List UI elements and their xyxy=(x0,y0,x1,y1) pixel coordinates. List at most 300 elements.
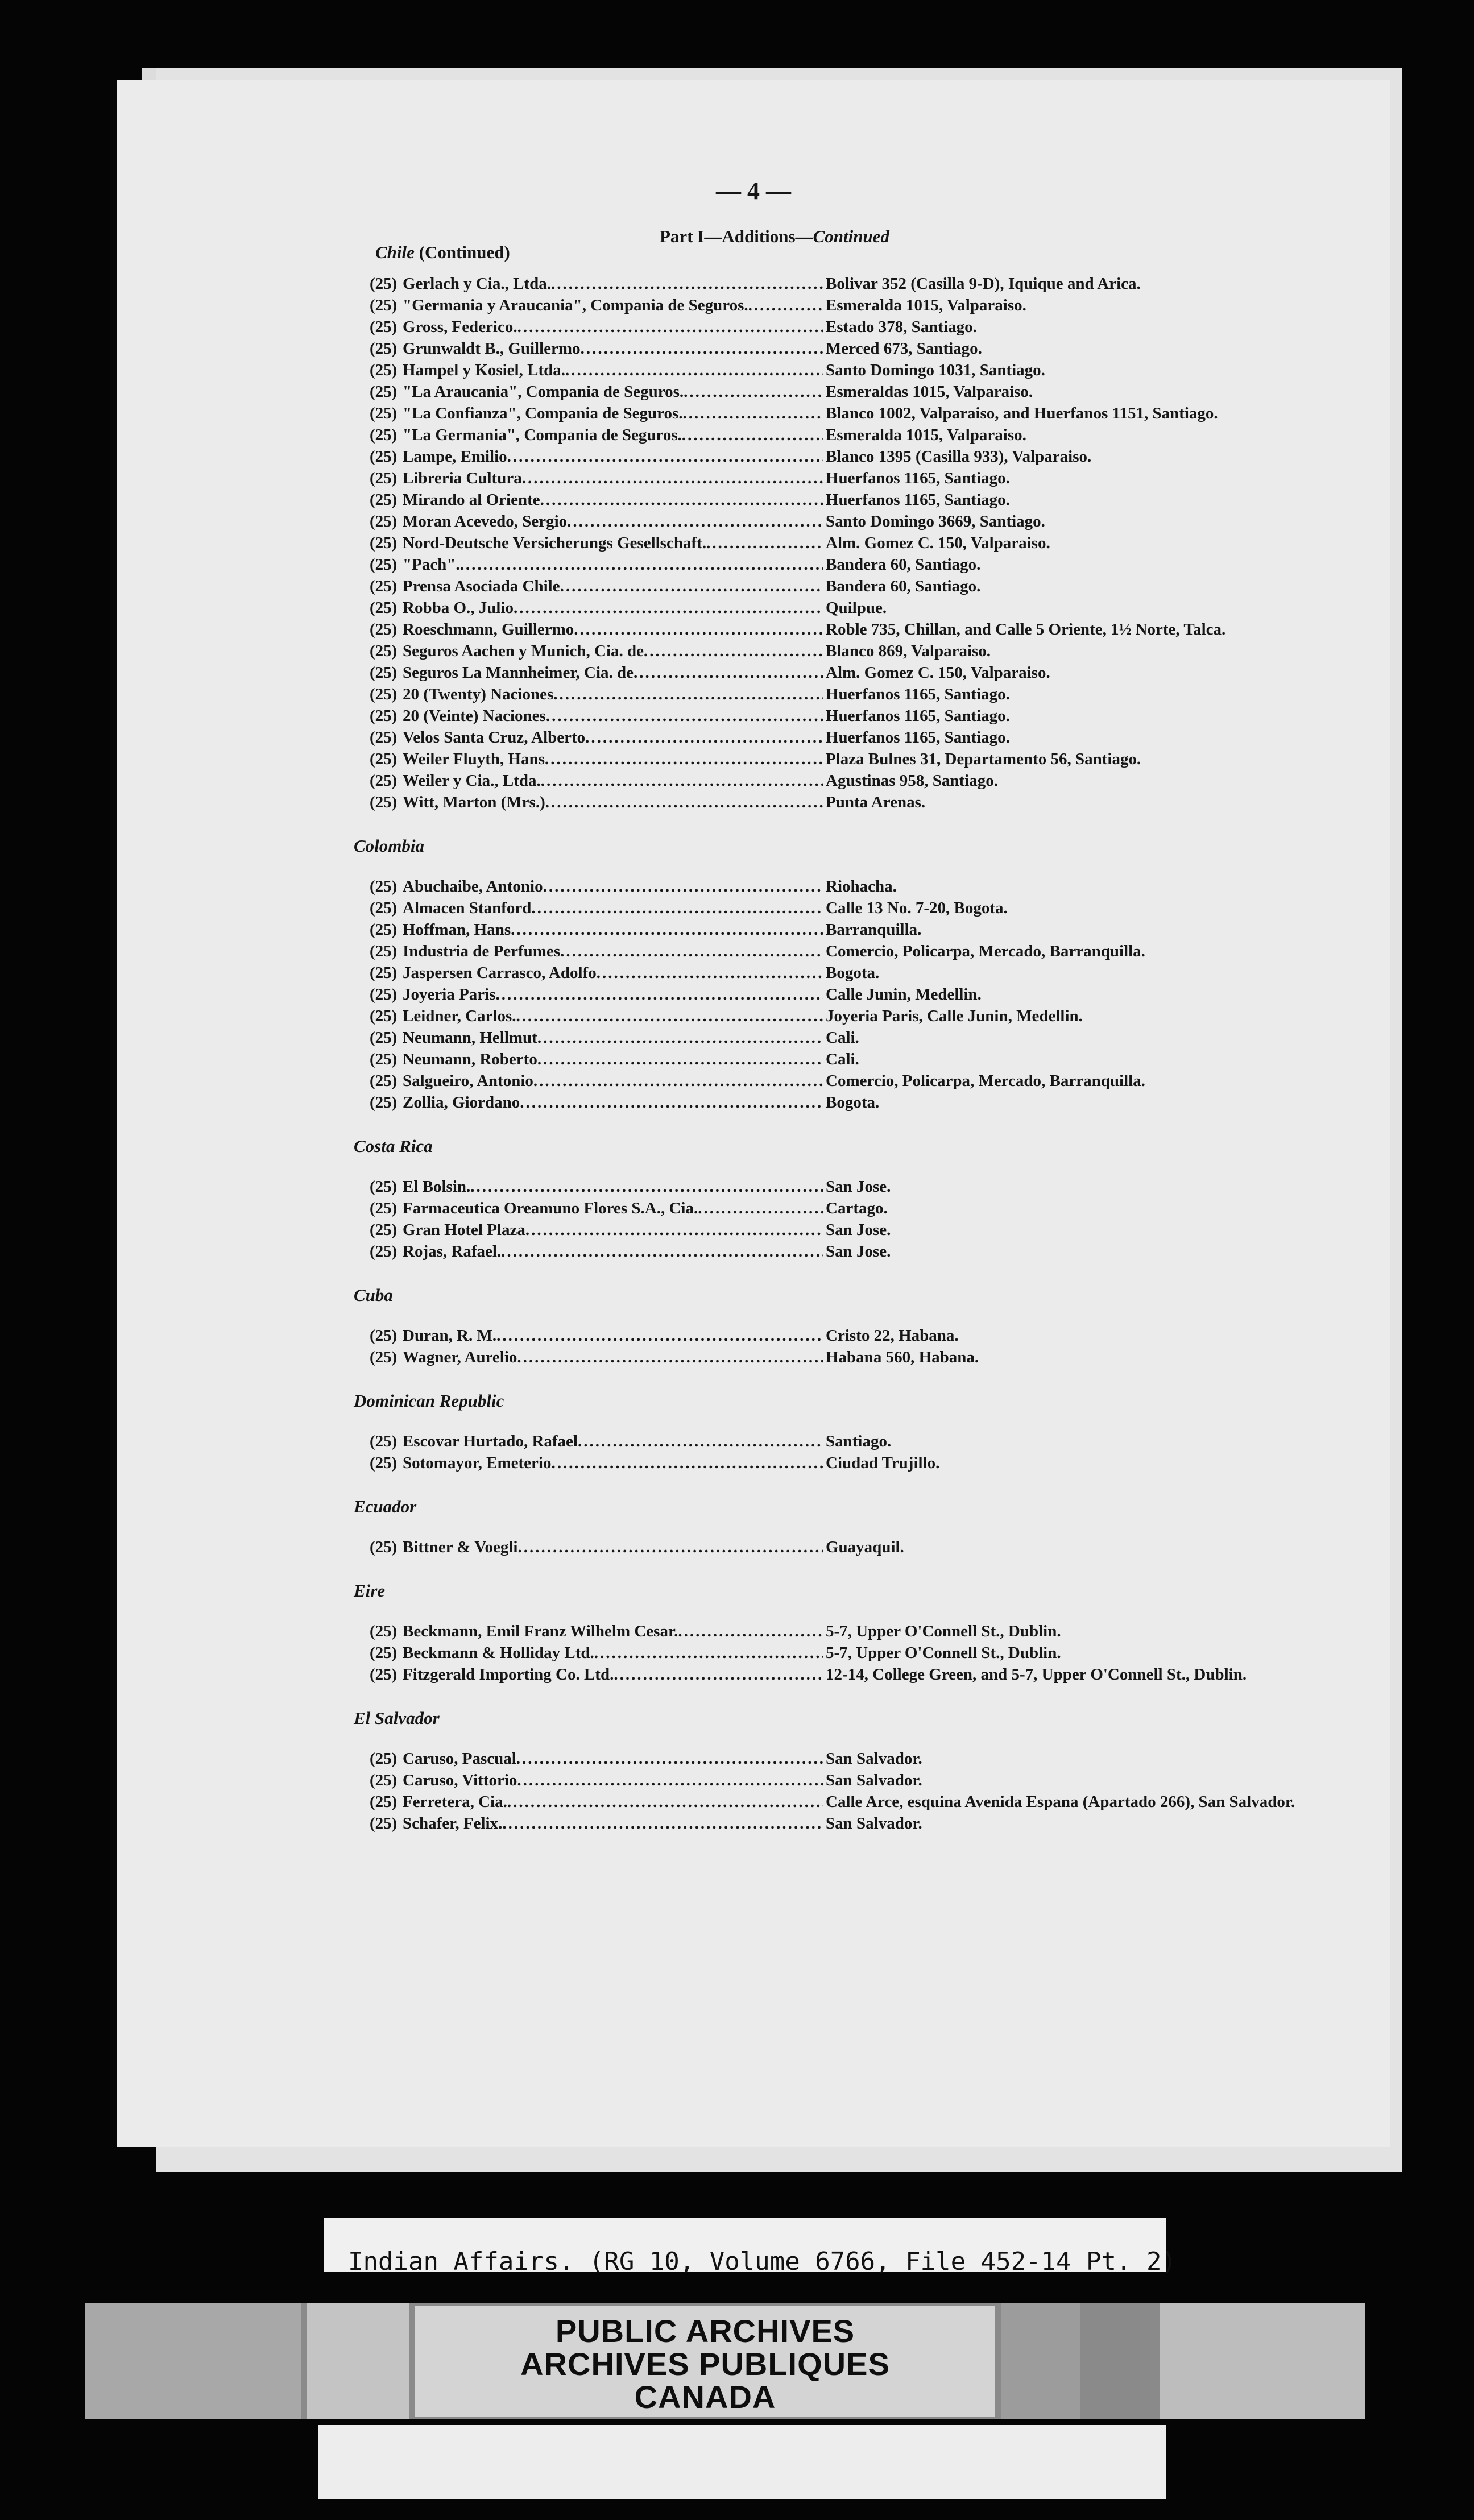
listing-entry xyxy=(370,1813,1382,1834)
entry-name: Seguros La Mannheimer, Cia. de xyxy=(403,664,634,682)
leader-dots xyxy=(698,1197,823,1219)
entry-name-cell xyxy=(403,662,823,683)
entry-name-cell xyxy=(403,1197,823,1219)
entry-code: (25) xyxy=(370,899,398,917)
leader-dots xyxy=(684,381,823,403)
leader-dots xyxy=(560,940,823,962)
leader-dots xyxy=(748,295,823,316)
leader-dots xyxy=(565,359,823,381)
entry-name: Duran, R. M. xyxy=(403,1327,497,1345)
entry-name-cell xyxy=(403,511,823,532)
entry-name-cell xyxy=(403,1005,823,1027)
entry-name: Fitzgerald Importing Co. Ltd. xyxy=(403,1665,614,1684)
leader-dots xyxy=(574,619,823,640)
entry-name: Neumann, Roberto xyxy=(403,1050,537,1068)
entry-name: Roeschmann, Guillermo xyxy=(403,620,574,639)
entry-name: "La Confianza", Compania de Seguros. xyxy=(403,404,683,422)
entry-code: (25) xyxy=(370,1072,398,1090)
listing-entry xyxy=(370,1048,1382,1070)
listing-entry xyxy=(370,446,1382,467)
leader-dots xyxy=(597,962,823,984)
entry-code: (25) xyxy=(370,1348,398,1366)
entry-name-cell xyxy=(403,1536,823,1558)
entry-address: Roble 735, Chillan, and Calle 5 Oriente, 1½ Norte, Talca. xyxy=(826,620,1226,639)
section-heading: Eire xyxy=(354,1581,386,1601)
entry-name-cell xyxy=(403,1431,823,1452)
leader-dots xyxy=(517,316,823,338)
stamp-line-3: CANADA xyxy=(634,2379,776,2415)
entry-code: (25) xyxy=(370,620,398,639)
listing-entry xyxy=(370,1748,1382,1769)
entry-code: (25) xyxy=(370,599,398,617)
listing-entry xyxy=(370,1027,1382,1048)
entry-name: Joyeria Paris xyxy=(403,985,496,1004)
film-edge-segment xyxy=(85,2303,301,2419)
entry-name: Caruso, Vittorio xyxy=(403,1771,517,1789)
entry-address: San Jose. xyxy=(826,1242,891,1261)
entry-address: Comercio, Policarpa, Mercado, Barranquilla. xyxy=(826,942,1145,960)
listing-entry xyxy=(370,683,1382,705)
listing-column xyxy=(354,273,1382,1834)
entry-name-cell xyxy=(403,1241,823,1262)
entry-name-cell xyxy=(403,316,823,338)
entry-name: "La Germania", Compania de Seguros. xyxy=(403,426,682,444)
entry-name: 20 (Twenty) Naciones xyxy=(403,685,554,703)
entry-code: (25) xyxy=(370,985,398,1004)
entry-address: San Jose. xyxy=(826,1221,891,1239)
entry-address: Santo Domingo 1031, Santiago. xyxy=(826,361,1045,379)
entry-name-cell xyxy=(403,748,823,770)
leader-dots xyxy=(516,1005,823,1027)
listing-entry xyxy=(370,403,1382,424)
entry-code: (25) xyxy=(370,1327,398,1345)
leader-dots xyxy=(678,1620,823,1642)
entry-address: Santo Domingo 3669, Santiago. xyxy=(826,512,1045,530)
listing-entry xyxy=(370,662,1382,683)
entry-name-cell xyxy=(403,273,823,295)
listing-entry xyxy=(370,1664,1382,1685)
listing-entry xyxy=(370,489,1382,511)
listing-entry xyxy=(370,467,1382,489)
entry-name: Velos Santa Cruz, Alberto xyxy=(403,728,586,747)
film-edge-segment xyxy=(1160,2303,1365,2419)
entry-name: Wagner, Aurelio xyxy=(403,1348,517,1366)
entry-code: (25) xyxy=(370,1665,398,1684)
section-heading: Dominican Republic xyxy=(354,1391,504,1411)
entry-address: Barranquilla. xyxy=(826,921,922,939)
entry-name-cell xyxy=(403,1092,823,1113)
entry-code: (25) xyxy=(370,1622,398,1640)
leader-dots xyxy=(496,1325,823,1346)
leader-dots xyxy=(511,919,823,940)
entry-name: Gerlach y Cia., Ltda. xyxy=(403,275,551,293)
entry-code: (25) xyxy=(370,877,398,896)
entry-name-cell xyxy=(403,1346,823,1368)
listing-entry xyxy=(370,940,1382,962)
entry-name-cell xyxy=(403,446,823,467)
listing-entry xyxy=(370,984,1382,1005)
entry-address: Blanco 1002, Valparaiso, and Huerfanos 1151, Santiago. xyxy=(826,404,1218,422)
entry-name: El Bolsin. xyxy=(403,1178,471,1196)
entry-name-cell xyxy=(403,1748,823,1769)
entry-code: (25) xyxy=(370,942,398,960)
leader-dots xyxy=(634,662,823,683)
section-heading: Costa Rica xyxy=(354,1136,433,1156)
leader-dots xyxy=(470,1176,823,1197)
listing-entry xyxy=(370,1642,1382,1664)
entry-code: (25) xyxy=(370,664,398,682)
stamp-line-2: ARCHIVES PUBLIQUES xyxy=(520,2346,890,2382)
listing-entry xyxy=(370,1536,1382,1558)
entry-address: Plaza Bulnes 31, Departamento 56, Santiago. xyxy=(826,750,1141,768)
entry-address: Bogota. xyxy=(826,1093,880,1112)
entry-address: Huerfanos 1165, Santiago. xyxy=(826,469,1010,487)
listing-entry xyxy=(370,1176,1382,1197)
listing-entry xyxy=(370,273,1382,295)
entry-code: (25) xyxy=(370,793,398,811)
entry-name: 20 (Veinte) Naciones xyxy=(403,707,546,725)
leader-dots xyxy=(540,489,823,511)
leader-dots xyxy=(507,446,823,467)
entry-name-cell xyxy=(403,338,823,359)
leader-dots xyxy=(522,467,823,489)
stamp-line-1: PUBLIC ARCHIVES xyxy=(555,2313,855,2349)
entry-name: Moran Acevedo, Sergio xyxy=(403,512,568,530)
entry-name: Zollia, Giordano xyxy=(403,1093,520,1112)
entry-name-cell xyxy=(403,1452,823,1474)
listing-entry xyxy=(370,1005,1382,1027)
entry-code: (25) xyxy=(370,642,398,660)
entry-address: 5-7, Upper O'Connell St., Dublin. xyxy=(826,1622,1061,1640)
entry-code: (25) xyxy=(370,426,398,444)
entry-name-cell xyxy=(403,1813,823,1834)
section-heading: El Salvador xyxy=(354,1708,440,1728)
entry-code: (25) xyxy=(370,1793,398,1811)
entry-address: Bolivar 352 (Casilla 9-D), Iquique and Arica. xyxy=(826,275,1141,293)
entry-code: (25) xyxy=(370,1093,398,1112)
listing-entry xyxy=(370,554,1382,575)
entry-address: Cali. xyxy=(826,1029,859,1047)
entry-code: (25) xyxy=(370,1029,398,1047)
entry-code: (25) xyxy=(370,512,398,530)
listing-entry xyxy=(370,338,1382,359)
entry-name: Grunwaldt B., Guillermo xyxy=(403,339,581,358)
entry-name: Libreria Cultura xyxy=(403,469,522,487)
entry-name: Salgueiro, Antonio xyxy=(403,1072,533,1090)
leader-dots xyxy=(682,424,823,446)
leader-dots xyxy=(537,1048,823,1070)
listing-entry xyxy=(370,897,1382,919)
entry-name: Lampe, Emilio xyxy=(403,447,507,466)
entry-code: (25) xyxy=(370,964,398,982)
listing-entry xyxy=(370,575,1382,597)
listing-entry xyxy=(370,1092,1382,1113)
entry-code: (25) xyxy=(370,728,398,747)
entry-address: Esmeralda 1015, Valparaiso. xyxy=(826,426,1026,444)
entry-code: (25) xyxy=(370,296,398,314)
entry-name: Weiler y Cia., Ltda. xyxy=(403,772,541,790)
entry-name-cell xyxy=(403,1769,823,1791)
leader-dots xyxy=(501,1241,823,1262)
entry-address: Riohacha. xyxy=(826,877,897,896)
leader-dots xyxy=(581,338,823,359)
listing-entry xyxy=(370,791,1382,813)
entry-address: Santiago. xyxy=(826,1432,892,1450)
entry-name: Leidner, Carlos. xyxy=(403,1007,516,1025)
entry-name-cell xyxy=(403,705,823,727)
leader-dots xyxy=(507,1791,823,1813)
entry-code: (25) xyxy=(370,447,398,466)
entry-name: Seguros Aachen y Munich, Cia. de xyxy=(403,642,644,660)
entry-address: San Salvador. xyxy=(826,1771,922,1789)
listing-entry xyxy=(370,748,1382,770)
leader-dots xyxy=(516,1748,823,1769)
leader-dots xyxy=(520,1092,823,1113)
entry-code: (25) xyxy=(370,1242,398,1261)
entry-code: (25) xyxy=(370,404,398,422)
entry-name-cell xyxy=(403,597,823,619)
entry-name: Robba O., Julio xyxy=(403,599,514,617)
entry-address: Calle 13 No. 7-20, Bogota. xyxy=(826,899,1008,917)
entry-address: San Jose. xyxy=(826,1178,891,1196)
listing-entry xyxy=(370,962,1382,984)
leader-dots xyxy=(585,727,823,748)
leader-dots xyxy=(545,748,823,770)
entry-name: "Pach". xyxy=(403,556,460,574)
listing-entry xyxy=(370,381,1382,403)
entry-code: (25) xyxy=(370,1178,398,1196)
entry-name-cell xyxy=(403,467,823,489)
entry-name: Bittner & Voegli xyxy=(403,1538,518,1556)
entry-name-cell xyxy=(403,640,823,662)
entry-address: Bandera 60, Santiago. xyxy=(826,577,981,595)
film-edge-segment xyxy=(307,2303,409,2419)
entry-address: Agustinas 958, Santiago. xyxy=(826,772,998,790)
leader-dots xyxy=(553,683,823,705)
leader-dots xyxy=(537,1027,823,1048)
leader-dots xyxy=(706,532,823,554)
entry-name: Mirando al Oriente xyxy=(403,491,540,509)
entry-code: (25) xyxy=(370,383,398,401)
entry-name-cell xyxy=(403,1325,823,1346)
entry-name: "Germania y Araucania", Compania de Seguros. xyxy=(403,296,748,314)
entry-code: (25) xyxy=(370,534,398,552)
leader-dots xyxy=(502,1813,823,1834)
entry-code: (25) xyxy=(370,1221,398,1239)
entry-code: (25) xyxy=(370,707,398,725)
listing-entry xyxy=(370,1620,1382,1642)
country-suffix: (Continued) xyxy=(419,242,510,262)
leader-dots xyxy=(614,1664,823,1685)
entry-address: Guayaquil. xyxy=(826,1538,904,1556)
leader-dots xyxy=(541,770,823,791)
entry-name: Farmaceutica Oreamuno Flores S.A., Cia. xyxy=(403,1199,698,1217)
entry-address: Cali. xyxy=(826,1050,859,1068)
entry-name: Gran Hotel Plaza xyxy=(403,1221,525,1239)
entry-name-cell xyxy=(403,919,823,940)
listing-entry xyxy=(370,1197,1382,1219)
leader-dots xyxy=(551,273,823,295)
leader-dots xyxy=(517,1346,823,1368)
entry-address: Huerfanos 1165, Santiago. xyxy=(826,685,1010,703)
entry-code: (25) xyxy=(370,1644,398,1662)
entry-code: (25) xyxy=(370,469,398,487)
bottom-label-strip xyxy=(318,2425,1166,2499)
entry-address: Punta Arenas. xyxy=(826,793,926,811)
entry-name-cell xyxy=(403,1620,823,1642)
entry-name-cell xyxy=(403,770,823,791)
entry-name: Gross, Federico. xyxy=(403,318,517,336)
entry-name: Beckmann, Emil Franz Wilhelm Cesar. xyxy=(403,1622,678,1640)
listing-entry xyxy=(370,359,1382,381)
entry-address: Huerfanos 1165, Santiago. xyxy=(826,728,1010,747)
entry-address: Blanco 1395 (Casilla 933), Valparaiso. xyxy=(826,447,1092,466)
entry-address: Merced 673, Santiago. xyxy=(826,339,982,358)
entry-name-cell xyxy=(403,295,823,316)
entry-code: (25) xyxy=(370,750,398,768)
entry-address: Bandera 60, Santiago. xyxy=(826,556,981,574)
entry-address: San Salvador. xyxy=(826,1814,922,1833)
entry-address: Huerfanos 1165, Santiago. xyxy=(826,491,1010,509)
entry-code: (25) xyxy=(370,1432,398,1450)
leader-dots xyxy=(594,1642,823,1664)
leader-dots xyxy=(551,1452,823,1474)
leader-dots xyxy=(546,705,823,727)
entry-name-cell xyxy=(403,1642,823,1664)
entry-address: Cartago. xyxy=(826,1199,888,1217)
entry-name: Rojas, Rafael. xyxy=(403,1242,502,1261)
listing-entry xyxy=(370,1219,1382,1241)
entry-name-cell xyxy=(403,727,823,748)
leader-dots xyxy=(567,511,823,532)
entry-name: Escovar Hurtado, Rafael xyxy=(403,1432,578,1450)
entry-code: (25) xyxy=(370,556,398,574)
entry-name-cell xyxy=(403,1791,823,1813)
entry-name-cell xyxy=(403,619,823,640)
film-edge-segment xyxy=(1001,2303,1080,2419)
listing-entry xyxy=(370,511,1382,532)
entry-address: Cristo 22, Habana. xyxy=(826,1327,959,1345)
listing-entry xyxy=(370,1241,1382,1262)
entry-name: Neumann, Hellmut xyxy=(403,1029,537,1047)
leader-dots xyxy=(560,575,823,597)
entry-name: Abuchaibe, Antonio xyxy=(403,877,543,896)
entry-code: (25) xyxy=(370,339,398,358)
entry-name-cell xyxy=(403,1070,823,1092)
entry-code: (25) xyxy=(370,361,398,379)
entry-name-cell xyxy=(403,359,823,381)
leader-dots xyxy=(495,984,823,1005)
leader-dots xyxy=(578,1431,823,1452)
listing-entry xyxy=(370,295,1382,316)
country-name: Chile xyxy=(375,242,415,262)
entry-code: (25) xyxy=(370,1750,398,1768)
entry-code: (25) xyxy=(370,318,398,336)
listing-entry xyxy=(370,597,1382,619)
public-archives-stamp xyxy=(415,2306,995,2417)
entry-address: Esmeralda 1015, Valparaiso. xyxy=(826,296,1026,314)
page-number: — 4 — xyxy=(716,177,791,205)
leader-dots xyxy=(525,1219,823,1241)
section-heading-chile xyxy=(375,242,510,263)
entry-address: Blanco 869, Valparaiso. xyxy=(826,642,991,660)
entry-code: (25) xyxy=(370,1199,398,1217)
entry-address: Alm. Gomez C. 150, Valparaiso. xyxy=(826,534,1050,552)
listing-entry xyxy=(370,727,1382,748)
entry-name: Weiler Fluyth, Hans xyxy=(403,750,545,768)
entry-name-cell xyxy=(403,381,823,403)
entry-name: Beckmann & Holliday Ltd. xyxy=(403,1644,594,1662)
entry-name-cell xyxy=(403,791,823,813)
entry-address: Estado 378, Santiago. xyxy=(826,318,977,336)
entry-address: 5-7, Upper O'Connell St., Dublin. xyxy=(826,1644,1061,1662)
entry-code: (25) xyxy=(370,921,398,939)
listing-entry xyxy=(370,919,1382,940)
entry-address: San Salvador. xyxy=(826,1750,922,1768)
entry-name: Ferretera, Cia. xyxy=(403,1793,507,1811)
entry-name-cell xyxy=(403,1664,823,1685)
entry-name-cell xyxy=(403,962,823,984)
entry-code: (25) xyxy=(370,1050,398,1068)
leader-dots xyxy=(644,640,823,662)
listing-entry xyxy=(370,424,1382,446)
entry-name: Almacen Stanford xyxy=(403,899,532,917)
entry-name-cell xyxy=(403,1027,823,1048)
listing-entry xyxy=(370,770,1382,791)
entry-name: Industria de Perfumes xyxy=(403,942,561,960)
leader-dots xyxy=(460,554,823,575)
section-heading: Colombia xyxy=(354,836,425,856)
entry-code: (25) xyxy=(370,1454,398,1472)
entry-code: (25) xyxy=(370,491,398,509)
leader-dots xyxy=(531,897,823,919)
entry-name: Jaspersen Carrasco, Adolfo xyxy=(403,964,597,982)
listing-entry xyxy=(370,1431,1382,1452)
entry-name-cell xyxy=(403,403,823,424)
leader-dots xyxy=(683,403,823,424)
entry-address: Ciudad Trujillo. xyxy=(826,1454,940,1472)
entry-address: Calle Junin, Medellin. xyxy=(826,985,982,1004)
leader-dots xyxy=(545,791,823,813)
entry-code: (25) xyxy=(370,577,398,595)
entry-name: Hampel y Kosiel, Ltda. xyxy=(403,361,565,379)
entry-address: Quilpue. xyxy=(826,599,887,617)
entry-address: Esmeraldas 1015, Valparaiso. xyxy=(826,383,1033,401)
part-heading xyxy=(660,226,889,247)
entry-name: Hoffman, Hans xyxy=(403,921,511,939)
entry-name-cell xyxy=(403,876,823,897)
entry-name: Witt, Marton (Mrs.) xyxy=(403,793,545,811)
entry-name: Nord-Deutsche Versicherungs Gesellschaft. xyxy=(403,534,707,552)
entry-name-cell xyxy=(403,489,823,511)
entry-name-cell xyxy=(403,683,823,705)
part-heading-main: Part I—Additions— xyxy=(660,226,813,246)
leader-dots xyxy=(533,1070,823,1092)
listing-entry xyxy=(370,876,1382,897)
entry-name-cell xyxy=(403,424,823,446)
entry-name: Sotomayor, Emeterio xyxy=(403,1454,552,1472)
entry-address: Habana 560, Habana. xyxy=(826,1348,979,1366)
leader-dots xyxy=(543,876,823,897)
entry-code: (25) xyxy=(370,772,398,790)
entry-address: Joyeria Paris, Calle Junin, Medellin. xyxy=(826,1007,1083,1025)
part-heading-continued: Continued xyxy=(813,226,889,246)
entry-name-cell xyxy=(403,1176,823,1197)
document-page xyxy=(117,80,1390,2147)
listing-entry xyxy=(370,1791,1382,1813)
entry-code: (25) xyxy=(370,1007,398,1025)
entry-name-cell xyxy=(403,897,823,919)
